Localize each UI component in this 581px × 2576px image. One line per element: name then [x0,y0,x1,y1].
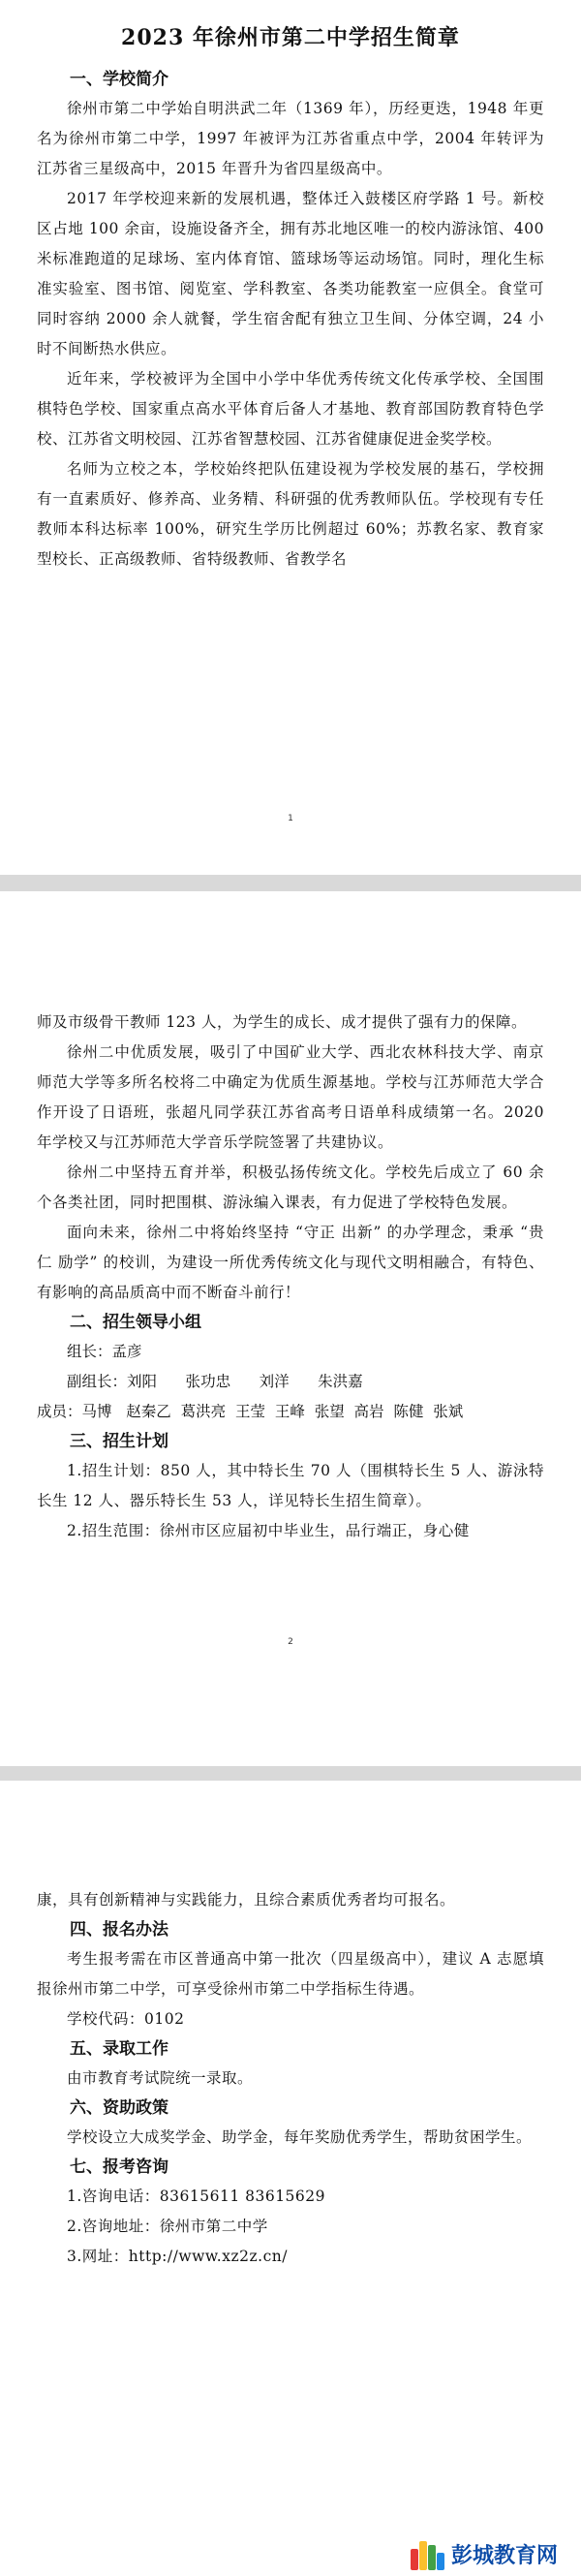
section-heading-intro: 一、学校简介 [70,70,168,89]
paragraph: 近年来，学校被评为全国中小学中华优秀传统文化传承学校、全国围棋特色学校、国家重点高水平体育后备人才基地、教育部国防教育特色学校、江苏省文明校园、江苏省智慧校园、江苏省健康促进金奖学校。 [37,370,544,448]
paragraph: 徐州二中坚持五育并举，积极弘扬传统文化。学校先后成立了 60 余个各类社团，同时把围棋、游泳编入课表，有力促进了学校特色发展。 [37,1164,544,1211]
section-heading-admission: 五、录取工作 [70,2039,168,2059]
document-page-3 [0,1781,581,2576]
page-number: 2 [288,1637,293,1647]
registration-text: 考生报考需在市区普通高中第一批次（四星级高中），建议 A 志愿填报徐州市第二中学，可享受徐州市第二中学指标生待遇。 [37,1950,544,1998]
page-number: 1 [288,814,293,823]
aid-text: 学校设立大成奖学金、助学金，每年奖励优秀学生，帮助贫困学生。 [67,2128,533,2146]
paragraph: 名师为立校之本，学校始终把队伍建设视为学校发展的基石，学校拥有一直素质好、修养高、业务精、科研强的优秀教师队伍。学校现有专任教师本科达标率 100%，研究生学历比例超过 60%；苏教名家、教育家型校长、正高级教师、省特级教师、省教学名 [37,460,544,568]
vice-leader-line: 副组长：刘阳 张功忠 刘洋 朱洪嘉 [67,1373,363,1390]
logo-text: 彭城教育网 [450,2543,558,2568]
section-heading-consult: 七、报考咨询 [70,2157,168,2177]
books-icon [409,2537,445,2570]
paragraph: 康，具有创新精神与实践能力，且综合素质优秀者均可报名。 [37,1891,456,1909]
document-page-1 [0,0,581,875]
consult-phone: 1.咨询电话：83615611 83615629 [67,2188,326,2205]
section-heading-registration: 四、报名办法 [70,1920,168,1940]
school-code: 学校代码：0102 [67,2010,185,2028]
watermark-logo [409,2537,558,2570]
section-heading-plan: 三、招生计划 [70,1432,168,1451]
consult-address: 2.咨询地址：徐州市第二中学 [67,2218,268,2235]
plan-item-2: 2.招生范围：徐州市区应届初中毕业生，品行端正，身心健 [67,1522,470,1539]
members-line: 成员：马博 赵秦乙 葛洪亮 王莹 王峰 张望 高岩 陈健 张斌 [37,1403,464,1420]
document-title: 2023 年徐州市第二中学招生简章 [121,25,460,50]
consult-website: 3.网址：http://www.xz2z.cn/ [67,2248,288,2265]
paragraph: 2017 年学校迎来新的发展机遇，整体迁入鼓楼区府学路 1 号。新校区占地 100 余亩，设施设备齐全，拥有苏北地区唯一的校内游泳馆、400 米标准跑道的足球场、室内体育馆、篮球场等运动场馆。同时，理化生标准实验室、图书馆、阅览室、学科教室、各类功能教室一应俱全。食堂可同时容纳 2000 余人就餐，学生宿舍配有独立卫生间、分体空调，24 小时不间断热水供应。 [37,190,544,357]
admission-text: 由市教育考试院统一录取。 [67,2069,254,2087]
plan-item-1: 1.招生计划：850 人，其中特长生 70 人（围棋特长生 5 人、游泳特长生 12 人、器乐特长生 53 人，详见特长生招生简章）。 [37,1462,544,1509]
paragraph: 徐州市第二中学始自明洪武二年（1369 年），历经更迭，1948 年更名为徐州市第二中学，1997 年被评为江苏省重点中学，2004 年转评为江苏省三星级高中，2015 年晋升为省四星级高中。 [37,100,544,177]
paragraph: 师及市级骨干教师 123 人，为学生的成长、成才提供了强有力的保障。 [37,1013,527,1031]
section-heading-leadership: 二、招生领导小组 [70,1313,201,1332]
paragraph: 面向未来，徐州二中将始终坚持 “守正 出新” 的办学理念，秉承 “贵仁 励学” 的校训，为建设一所优秀传统文化与现代文明相融合，有特色、有影响的高品质高中而不断奋斗前行！ [37,1224,544,1301]
paragraph: 徐州二中优质发展，吸引了中国矿业大学、西北农林科技大学、南京师范大学等多所名校将二中确定为优质生源基地。学校与江苏师范大学合作开设了日语班，张超凡同学获江苏省高考日语单科成绩第一名。2020 年学校又与江苏师范大学音乐学院签署了共建协议。 [37,1043,544,1151]
document-page-2 [0,891,581,1766]
section-heading-aid: 六、资助政策 [70,2098,168,2118]
leader-line: 组长：孟彦 [67,1343,142,1360]
